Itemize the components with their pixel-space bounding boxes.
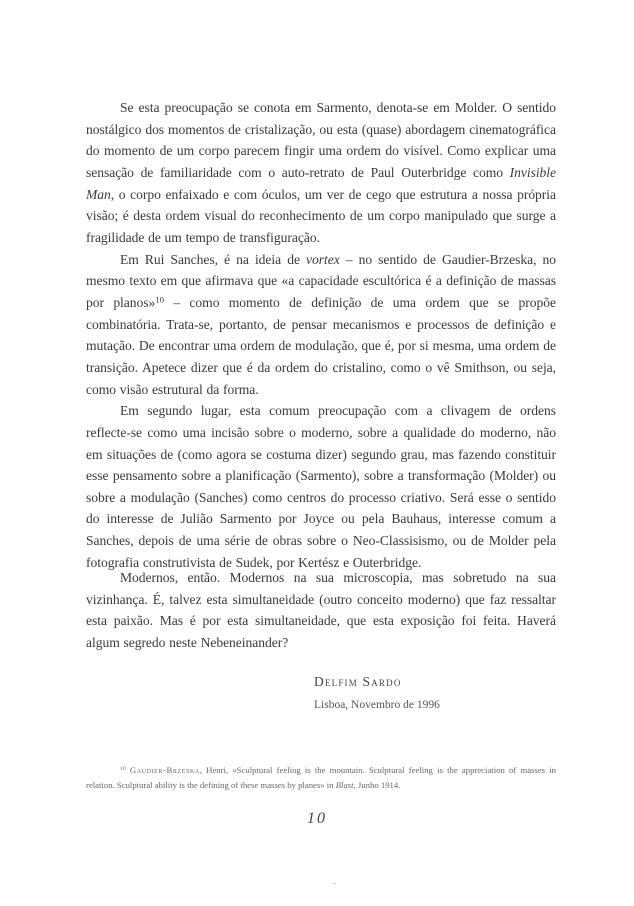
paragraph-1-text-a: Se esta preocupação se conota em Sarmento, denota-se em Molder. O sentido nostálgico dos momentos de cristalização, ou esta (quase) abordagem cinematográfica do momento de um corpo parecem fingir uma ordem do visível. Como explicar uma sensação de familiaridade com o auto-retrato de Paul Outerbridge como xyxy=(86,100,556,180)
footnote-text-b: , Junho 1914. xyxy=(353,780,401,790)
scan-speck xyxy=(333,883,336,884)
italic-title-invisible-man: Invisible Man xyxy=(86,164,556,202)
author-name: Delfim Sardo xyxy=(314,674,402,689)
footnote-reference[interactable]: 10 xyxy=(155,294,164,305)
paragraph-2-text-c: – como momento de definição de uma ordem que se propõe combinatória. Trata-se, portanto, de pensar mecanismos e processos de definição e mutação. De encontrar uma ordem de modulação, que é, por si mesma, uma ordem de transição. Apetece dizer que é da ordem do cristalino, como o vê Smithson, ou seja, como visão estrutural da forma. xyxy=(86,294,556,397)
footnote-text-a: , Henri, «Sculptural feeling is the mountain. Sculptural feeling is the appreciation of masses in relation. Sculptural ability is the defining of these masses by planes» in xyxy=(86,765,557,790)
paragraph-4: Modernos, então. Modernos na sua microscopia, mas sobretudo na sua vizinhança. É, talvez esta simultaneidade (outro conceito moderno) que faz ressaltar esta paixão. Mas é por esta simultaneidade, que esta exposição foi feita. Haverá algum segredo neste Nebeneinander? xyxy=(86,570,556,650)
place-date: Lisboa, Novembro de 1996 xyxy=(314,699,440,711)
paragraph-2-text-a: Em Rui Sanches, é na ideia de xyxy=(120,251,307,267)
paragraph-1-text-b: , o corpo enfaixado e com óculos, um ver de cego que estrutura a nossa própria visão; é desta ordem visual do reconhecimento de um corpo manipulado que surge a fragilidade de um tempo de transfiguração. xyxy=(86,186,556,245)
main-text-block xyxy=(86,97,556,573)
italic-term-vortex: vortex xyxy=(306,251,340,267)
footnote-title: Blast xyxy=(335,780,354,790)
paragraph-3 xyxy=(86,400,556,573)
paragraph-3-text: Em segundo lugar, esta comum preocupação com a clivagem de ordens reflecte-se como uma incisão sobre o moderno, sobre a qualidade do moderno, não em situações de (como agora se costuma dizer) segundo grau, mas fazendo constituir esse pensamento sobre a planificação (Sarmento), sobre a transformação (Molder) ou sobre a modulação (Sanches) como centros do processo criativo. Será esse o sentido do interesse de Julião Sarmento por Joyce ou pela Bauhaus, interesse comum a Sanches, depois de uma série de obras sobre o Neo-Classisismo, ou de Molder pela fotografia construtivista de Sudek, por Kertész e Outerbridge. xyxy=(86,403,556,570)
footnote-author: Gaudier-Brzeska xyxy=(129,765,200,775)
signature-block xyxy=(314,672,440,715)
page-number: 10 xyxy=(307,810,327,827)
footnote xyxy=(86,763,556,793)
paragraph-2-text-b: – no sentido de Gaudier-Brzeska, no mesmo texto em que afirmava que «a capacidade escultórica é a definição de massas por planos» xyxy=(86,251,556,310)
paragraph-2 xyxy=(86,249,556,401)
paragraph-1 xyxy=(86,97,556,249)
footnote-number: 10 xyxy=(120,766,126,773)
closing-text-block xyxy=(86,567,556,654)
